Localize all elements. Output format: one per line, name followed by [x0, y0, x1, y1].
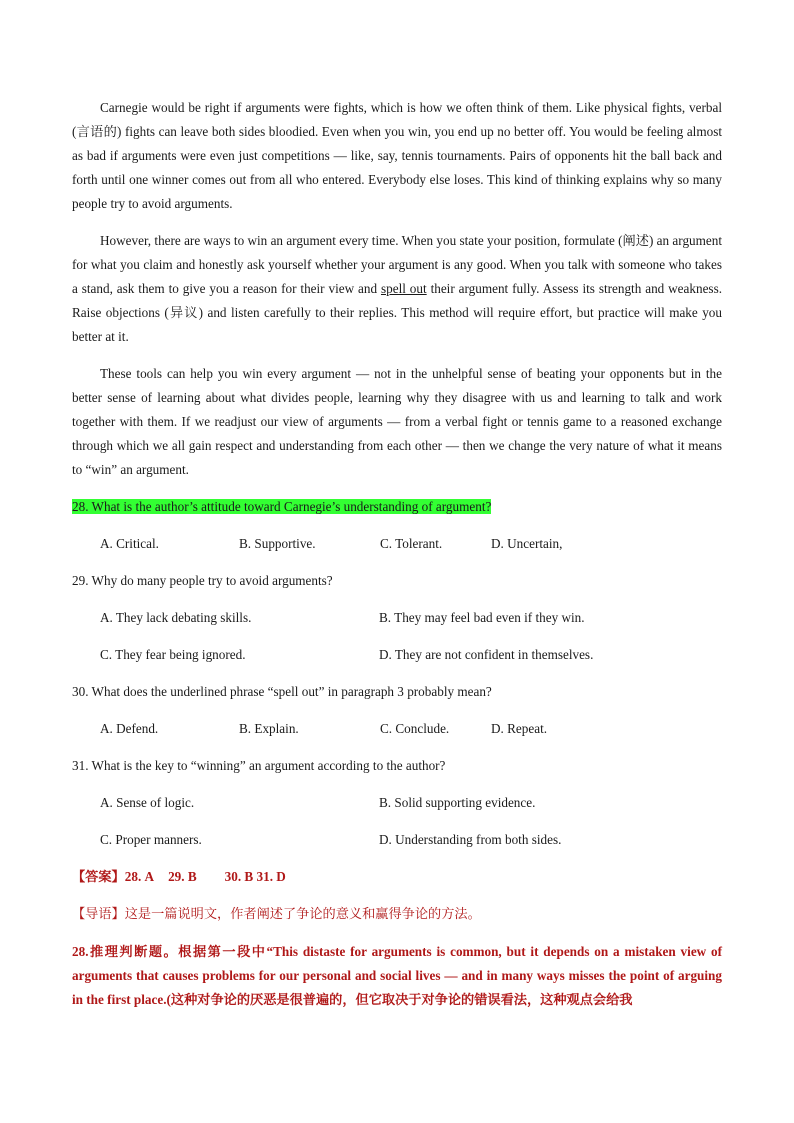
option-29-b: B. They may feel bad even if they win.: [379, 610, 585, 625]
option-28-b: B. Supportive.: [239, 536, 316, 551]
question-30-stem: 30. What does the underlined phrase “spell out” in paragraph 3 probably mean?: [72, 684, 492, 699]
question-31-stem: 31. What is the key to “winning” an argument according to the author?: [72, 758, 446, 773]
question-31-options-row-1: [100, 791, 722, 815]
option-31-b: B. Solid supporting evidence.: [379, 795, 536, 810]
option-28-d: D. Uncertain,: [491, 536, 563, 551]
passage-paragraph-1: Carnegie would be right if arguments were fights, which is how we often think of them. Like physical fights, verbal (言语的) fights can leave both sides bloodied. Even when you win, you end up no better off. You would be feeling almost as bad if arguments were even just competitions — like, say, tennis tournaments. Pairs of opponents hit the ball back and forth until one winner comes out from all who entered. Everybody else loses. This kind of thinking explains why so many people try to avoid arguments.: [72, 100, 722, 211]
option-28-c: C. Tolerant.: [380, 536, 443, 551]
question-28-stem: 28. What is the author’s attitude toward Carnegie’s understanding of argument?: [72, 499, 492, 514]
passage-paragraph-2: [72, 229, 722, 349]
answer-key: [72, 865, 722, 890]
option-29-d: D. They are not confident in themselves.: [379, 647, 594, 662]
question-29-options-row-1: [100, 606, 722, 630]
question-28: [72, 495, 722, 519]
passage-paragraph-2-end: their argument fully. Assess its strength and weakness. Raise objections (异议) and listen carefully to their replies. This method will require effort, but practice will make you better at it.: [72, 281, 722, 344]
question-29-stem: 29. Why do many people try to avoid arguments?: [72, 573, 333, 588]
answer-label: 【答案】: [72, 870, 125, 885]
option-30-b: B. Explain.: [239, 721, 299, 736]
question-31-options-row-2: [100, 828, 722, 852]
option-30-d: D. Repeat.: [491, 721, 548, 736]
option-29-a: A. They lack debating skills.: [100, 610, 252, 625]
option-28-a: A. Critical.: [100, 536, 159, 551]
guide-text: 【导语】这是一篇说明文，作者阐述了争论的意义和赢得争论的方法。: [72, 907, 481, 922]
answer-30: 30. B: [224, 869, 254, 884]
option-30-a: A. Defend.: [100, 721, 159, 736]
analysis-28: 28.推理判断题。根据第一段中“This distaste for arguments is common, but it depends on a mistaken view of arguments that causes problems for our personal and social lives — and in many ways misses the point of arguing in the first place.(这种对争论的厌恶是很普遍的，但它取决于对争论的错误看法，这种观点会给我: [72, 944, 722, 1007]
passage-paragraph-3: These tools can help you win every argument — not in the unhelpful sense of beating your opponents but in the better sense of learning about what divides people, learning why they disagree with us and learning to talk and work together with them. If we readjust our view of arguments — from a verbal fight or tennis game to a reasoned exchange through which we all gain respect and understanding from each other — then we change the very nature of what it means to “win” an argument.: [72, 366, 722, 477]
option-31-a: A. Sense of logic.: [100, 795, 195, 810]
document-page: [72, 96, 722, 1012]
underlined-phrase: spell out: [380, 281, 427, 296]
passage-paragraph-2-start: However, there are ways to win an argument every time. When you state your position, formulate (阐述) an argument for what you claim and honestly ask yourself whether your argument is any good. When you talk with someone who takes a stand, ask them to give you a reason for their view and: [72, 233, 722, 296]
answer-29: 29. B: [168, 869, 197, 884]
option-29-c: C. They fear being ignored.: [100, 647, 246, 662]
answer-28: 28. A: [124, 869, 155, 884]
question-29-options-row-2: [100, 643, 722, 667]
question-28-options: [100, 532, 722, 556]
question-30-options: [100, 717, 722, 741]
option-30-c: C. Conclude.: [380, 721, 450, 736]
option-31-c: C. Proper manners.: [100, 832, 202, 847]
answer-31: 31. D: [256, 869, 286, 884]
option-31-d: D. Understanding from both sides.: [379, 832, 562, 847]
